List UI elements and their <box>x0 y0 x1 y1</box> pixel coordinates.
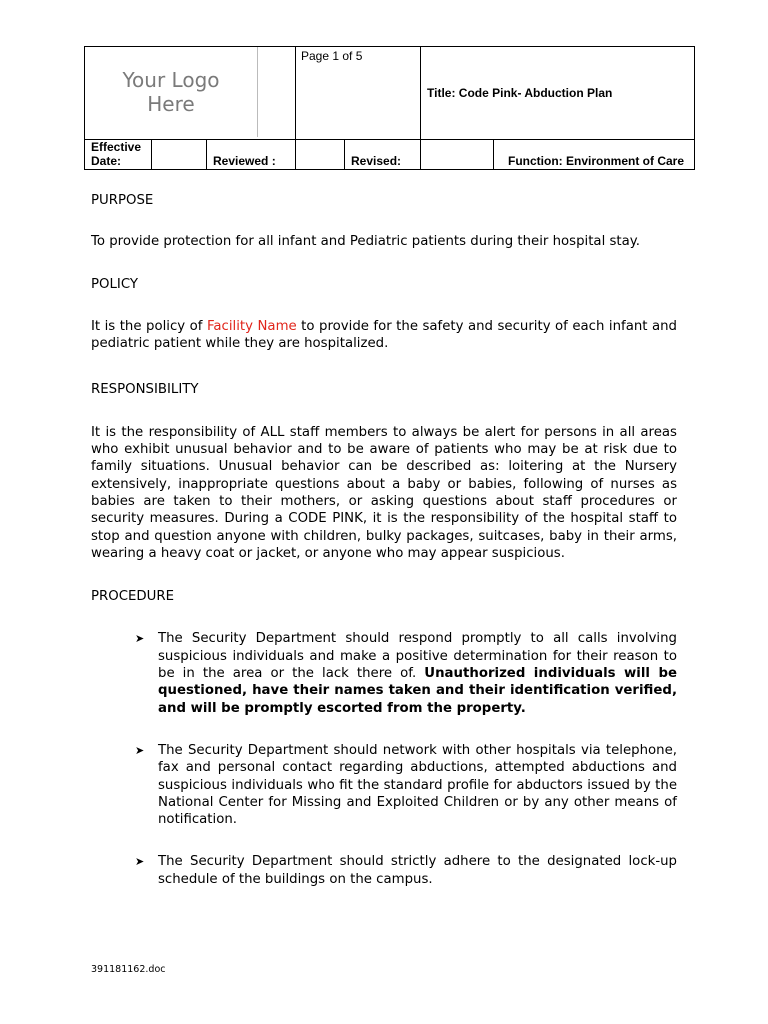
document-title: Title: Code Pink- Abduction Plan <box>427 85 613 100</box>
facility-name-placeholder: Facility Name <box>206 318 297 334</box>
page-number-cell <box>296 47 421 140</box>
procedure-heading: PROCEDURE <box>91 589 175 605</box>
reviewed-label: Reviewed : <box>213 154 276 168</box>
reviewed-value-cell <box>296 139 345 169</box>
document-header-table <box>84 46 695 170</box>
revised-label: Revised: <box>351 154 402 168</box>
procedure-item-3 <box>91 853 677 888</box>
arrowhead-bullet-icon: ➤ <box>135 743 145 757</box>
function-label: Function: Environment of Care <box>508 154 685 168</box>
effective-date-value-cell <box>152 139 207 169</box>
policy-text-before: It is the policy of <box>91 318 207 334</box>
policy-text <box>91 318 677 353</box>
policy-heading: POLICY <box>91 276 138 292</box>
policy-text-after: to provide for the safety and security of each infant and pediatric patient while they are hospitalized. <box>91 318 677 352</box>
procedure-item-3-text: The Security Department should strictly adhere to the designated lock-up schedule of the buildings on the campus. <box>158 854 677 887</box>
procedure-item-2-text: The Security Department should network with other hospitals via telephone, fax and personal contact regarding abductions, attempted abductions and suspicious individuals who fit the standard profile for abductors issued by the National Center for Missing and Exploited Children or by any other means of notification. <box>158 742 677 828</box>
effective-label-line2: Date: <box>91 154 122 168</box>
page-number: Page 1 of 5 <box>301 49 363 63</box>
procedure-item-2 <box>91 742 677 828</box>
arrowhead-bullet-icon: ➤ <box>135 632 145 646</box>
reviewed-label-cell <box>207 139 296 169</box>
logo-placeholder <box>85 47 258 137</box>
revised-value-cell <box>421 139 494 169</box>
purpose-text: To provide protection for all infant and Pediatric patients during their hospital stay. <box>91 234 640 250</box>
logo-text-line2: Here <box>147 92 195 116</box>
effective-date-label-cell <box>85 139 152 169</box>
logo-cell <box>85 47 296 140</box>
responsibility-text: It is the responsibility of ALL staff members to always be alert for persons in all areas who exhibit unusual behavior and to be aware of patients who may be at risk due to family situations. Unusual behavior can be described as: loitering at the Nursery extensively, inappropriate questions about a baby or babies, following of nurses as babies are taken to their mothers, or asking questions about staff procedures or security measures. During a CODE PINK, it is the responsibility of the hospital staff to stop and question anyone with children, bulky packages, suitcases, baby in their arms, wearing a heavy coat or jacket, or anyone who may appear suspicious. <box>91 424 677 561</box>
procedure-list <box>91 630 677 888</box>
procedure-item-1-text: The Security Department should respond promptly to all calls involving suspicious individuals and make a positive determination for their reason to be in the area or the lack there of. <box>158 631 677 682</box>
procedure-item-1-bold: Unauthorized individuals will be questioned, have their names taken and their identification verified, and will be promptly escorted from the property. <box>158 666 677 716</box>
footer-filename: 391181162.doc <box>91 964 166 975</box>
effective-label-line1: Effective <box>91 140 142 154</box>
document-body <box>91 192 677 888</box>
procedure-item-1 <box>91 630 677 716</box>
responsibility-heading: RESPONSIBILITY <box>91 382 199 398</box>
function-cell <box>494 139 695 169</box>
arrowhead-bullet-icon: ➤ <box>135 855 145 869</box>
title-cell <box>421 47 695 140</box>
revised-label-cell <box>345 139 421 169</box>
purpose-heading: PURPOSE <box>91 193 154 208</box>
logo-text-line1: Your Logo <box>122 68 220 92</box>
